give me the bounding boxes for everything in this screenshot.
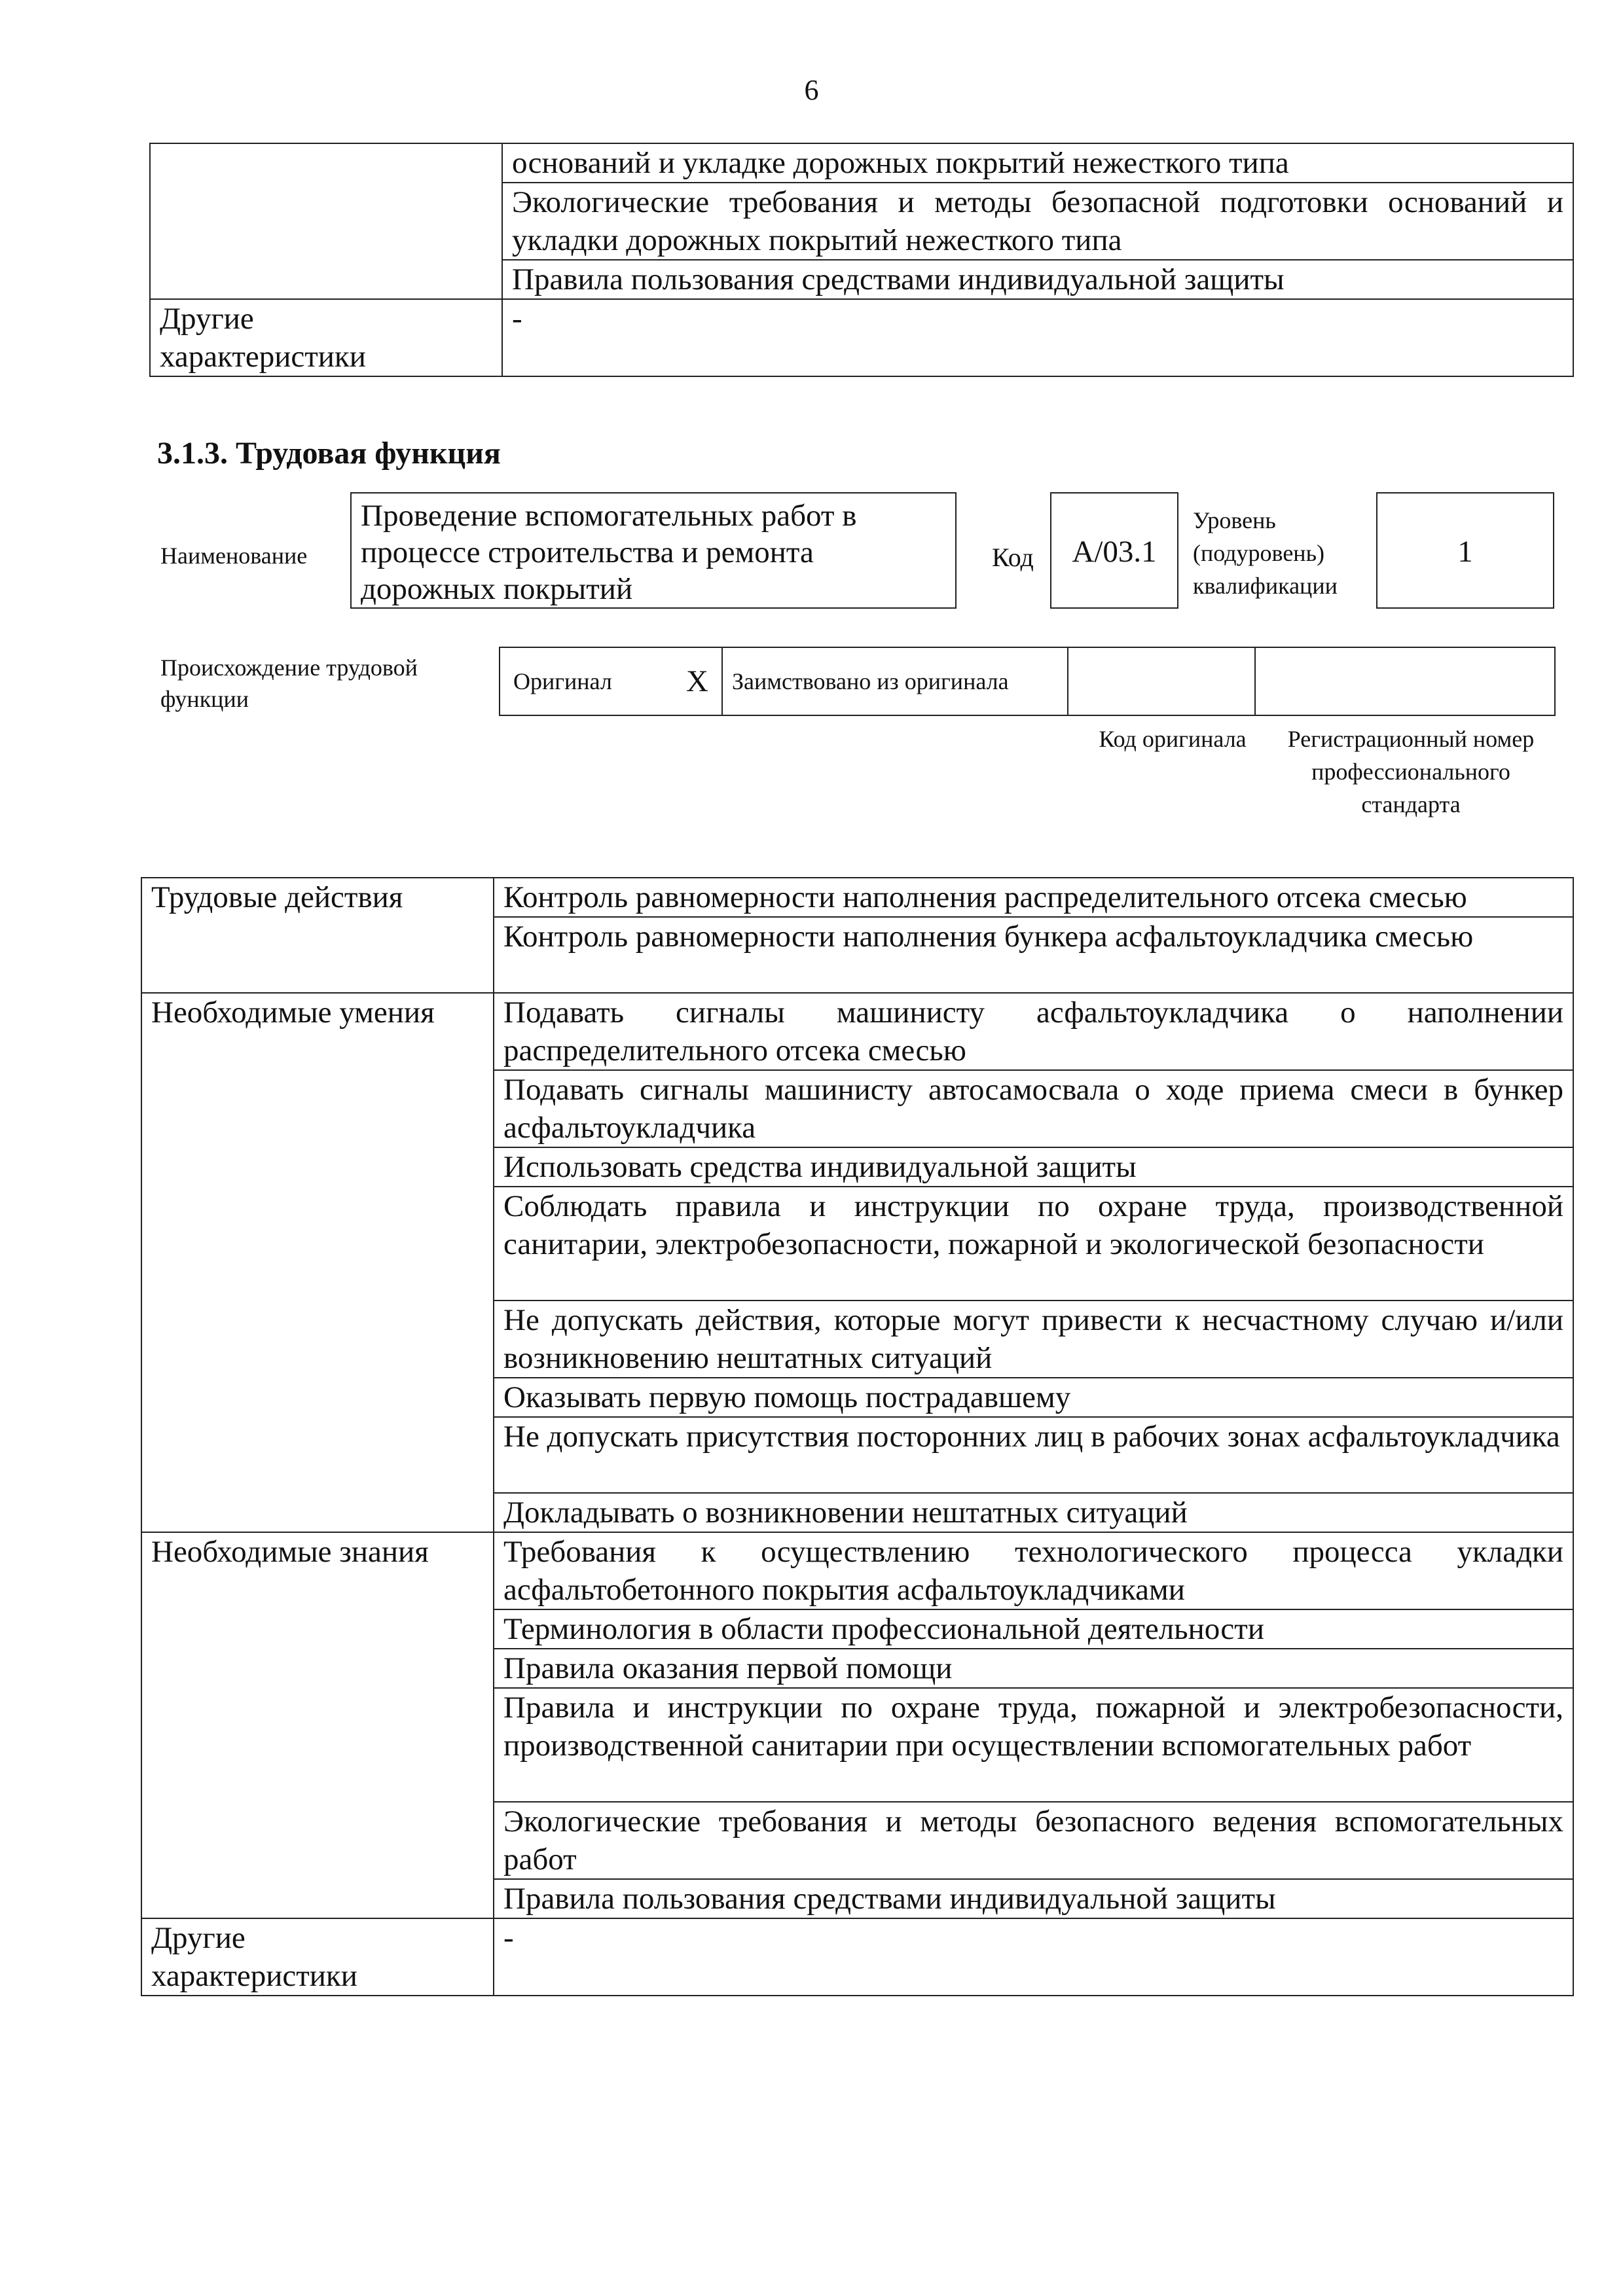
table-row: Правила оказания первой помощи: [494, 1649, 1573, 1688]
original-code-cell: [1068, 647, 1255, 715]
main-table: [141, 877, 1574, 1996]
origin-label: Происхождение трудовой функции: [160, 655, 418, 712]
top-table-row: оснований и укладке дорожных покрытий нежесткого типа: [502, 143, 1573, 183]
code-box: [1050, 492, 1178, 609]
borrowed-cell: Заимствовано из оригинала: [722, 647, 1068, 715]
table-row: Подавать сигналы машинисту асфальтоукладчика о наполнении распределительного отсека смесью: [494, 993, 1573, 1070]
group-label: Трудовые действия: [141, 878, 494, 993]
table-row: -: [494, 1918, 1573, 1996]
table-row: Терминология в области профессиональной деятельности: [494, 1609, 1573, 1649]
table-row: Требования к осуществлению технологического процесса укладки асфальтобетонного покрытия асфальтоукладчиками: [494, 1532, 1573, 1609]
group-label: Другие характеристики: [141, 1918, 494, 1996]
function-name-box: [350, 492, 957, 609]
level-box: [1376, 492, 1554, 609]
table-row: Оказывать первую помощь пострадавшему: [494, 1378, 1573, 1417]
table-row: Правила пользования средствами индивидуальной защиты: [494, 1879, 1573, 1918]
table-row: Контроль равномерности наполнения бункера асфальтоукладчика смесью: [494, 917, 1573, 993]
other-characteristics-value: -: [502, 299, 1573, 376]
code-value: А/03.1: [1072, 535, 1157, 569]
original-label: Оригинал: [513, 668, 612, 694]
table-row: Правила и инструкции по охране труда, пожарной и электробезопасности, производственной санитарии при осуществлении вспомогательных работ: [494, 1688, 1573, 1802]
name-label: Наименование: [160, 543, 308, 569]
top-table-empty-cell: [150, 143, 502, 299]
registration-caption: Регистрационный номер профессионального стандарта: [1287, 726, 1535, 817]
registration-number-cell: [1255, 647, 1555, 715]
code-caption: Код оригинала: [1099, 726, 1247, 752]
table-row: Использовать средства индивидуальной защиты: [494, 1147, 1573, 1187]
page-number: 6: [804, 74, 819, 106]
group-label: Необходимые умения: [141, 993, 494, 1532]
origin-table: [499, 647, 1556, 716]
level-label: Уровень (подуровень) квалификации: [1193, 507, 1338, 599]
section-heading: 3.1.3. Трудовая функция: [157, 436, 501, 471]
group-label: Необходимые знания: [141, 1532, 494, 1918]
table-row: Не допускать действия, которые могут привести к несчастному случаю и/или возникновению нештатных ситуаций: [494, 1300, 1573, 1378]
other-characteristics-label: Другие характеристики: [150, 299, 502, 376]
top-table-row: Экологические требования и методы безопасной подготовки оснований и укладки дорожных покрытий нежесткого типа: [502, 183, 1573, 260]
table-row: Соблюдать правила и инструкции по охране труда, производственной санитарии, электробезопасности, пожарной и экологической безопасности: [494, 1187, 1573, 1300]
original-mark: X: [686, 664, 708, 698]
level-value: 1: [1457, 535, 1473, 569]
table-row: Докладывать о возникновении нештатных ситуаций: [494, 1493, 1573, 1532]
table-row: Контроль равномерности наполнения распределительного отсека смесью: [494, 878, 1573, 917]
code-label: Код: [992, 543, 1034, 572]
table-row: Экологические требования и методы безопасного ведения вспомогательных работ: [494, 1802, 1573, 1879]
function-name: Проведение вспомогательных работ в процессе строительства и ремонта дорожных покрытий: [361, 499, 857, 606]
table-row: Не допускать присутствия посторонних лиц в рабочих зонах асфальтоукладчика: [494, 1417, 1573, 1493]
top-table-row: Правила пользования средствами индивидуальной защиты: [502, 260, 1573, 299]
table-row: Подавать сигналы машинисту автосамосвала о ходе приема смеси в бункер асфальтоукладчика: [494, 1070, 1573, 1147]
original-cell: [500, 647, 722, 715]
top-table: [149, 143, 1574, 377]
